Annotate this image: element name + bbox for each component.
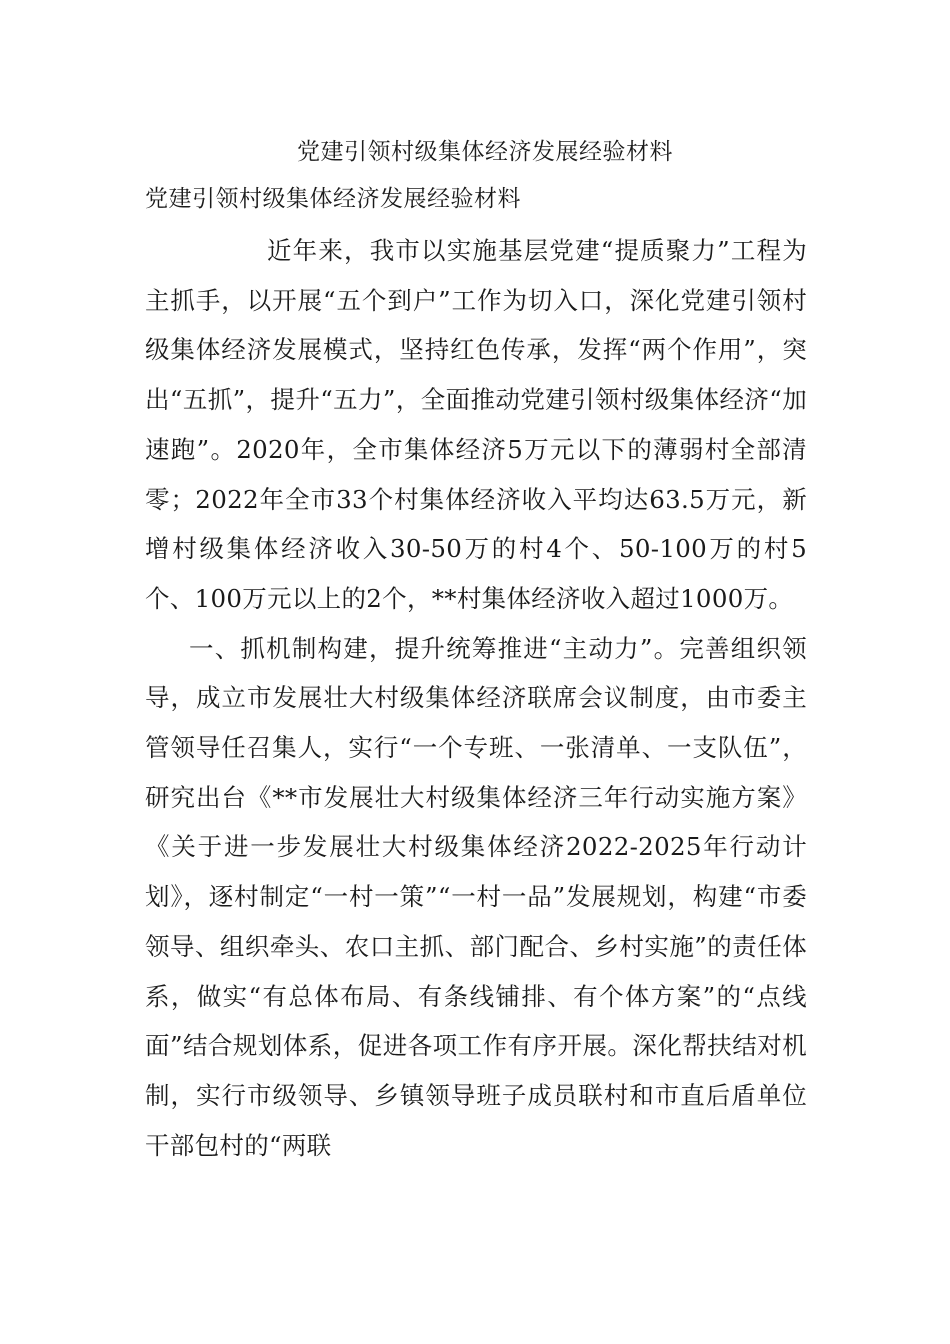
document-title — [0, 134, 950, 170]
document-title-text: 党建引领村级集体经济发展经验材料 — [297, 139, 673, 165]
document-subtitle: 党建引领村级集体经济发展经验材料 — [145, 186, 521, 212]
intro-paragraph: 近年来，我市以实施基层党建“提质聚力”工程为主抓手，以开展“五个到户”工作为切入口，深化党建引领村级集体经济发展模式，坚持红色传承，发挥“两个作用”，突出“五抓”，提升“五力”，全面推动党建引领村级集体经济“加速跑”。2020年，全市集体经济5万元以下的薄弱村全部清零；2022年全市33个村集体经济收入平均达63.5万元，新增村级集体经济收入30-50万的村4个、50-100万的村5个、100万元以上的2个，**村集体经济收入超过1000万。 — [145, 236, 807, 613]
section-one-paragraph: 一、抓机制构建，提升统筹推进“主动力”。完善组织领导，成立市发展壮大村级集体经济联席会议制度，由市委主管领导任召集人，实行“一个专班、一张清单、一支队伍”，研究出台《**市发展壮大村级集体经济三年行动实施方案》《关于进一步发展壮大村级集体经济2022-2025年行动计划》，逐村制定“一村一策”“一村一品”发展规划，构建“市委领导、组织牵头、农口主抓、部门配合、乡村实施”的责任体系，做实“有总体布局、有条线铺排、有个体方案”的“点线面”结合规划体系，促进各项工作有序开展。深化帮扶结对机制，实行市级领导、乡镇领导班子成员联村和市直后盾单位干部包村的“两联 — [145, 633, 807, 1160]
document-body — [145, 226, 807, 1170]
